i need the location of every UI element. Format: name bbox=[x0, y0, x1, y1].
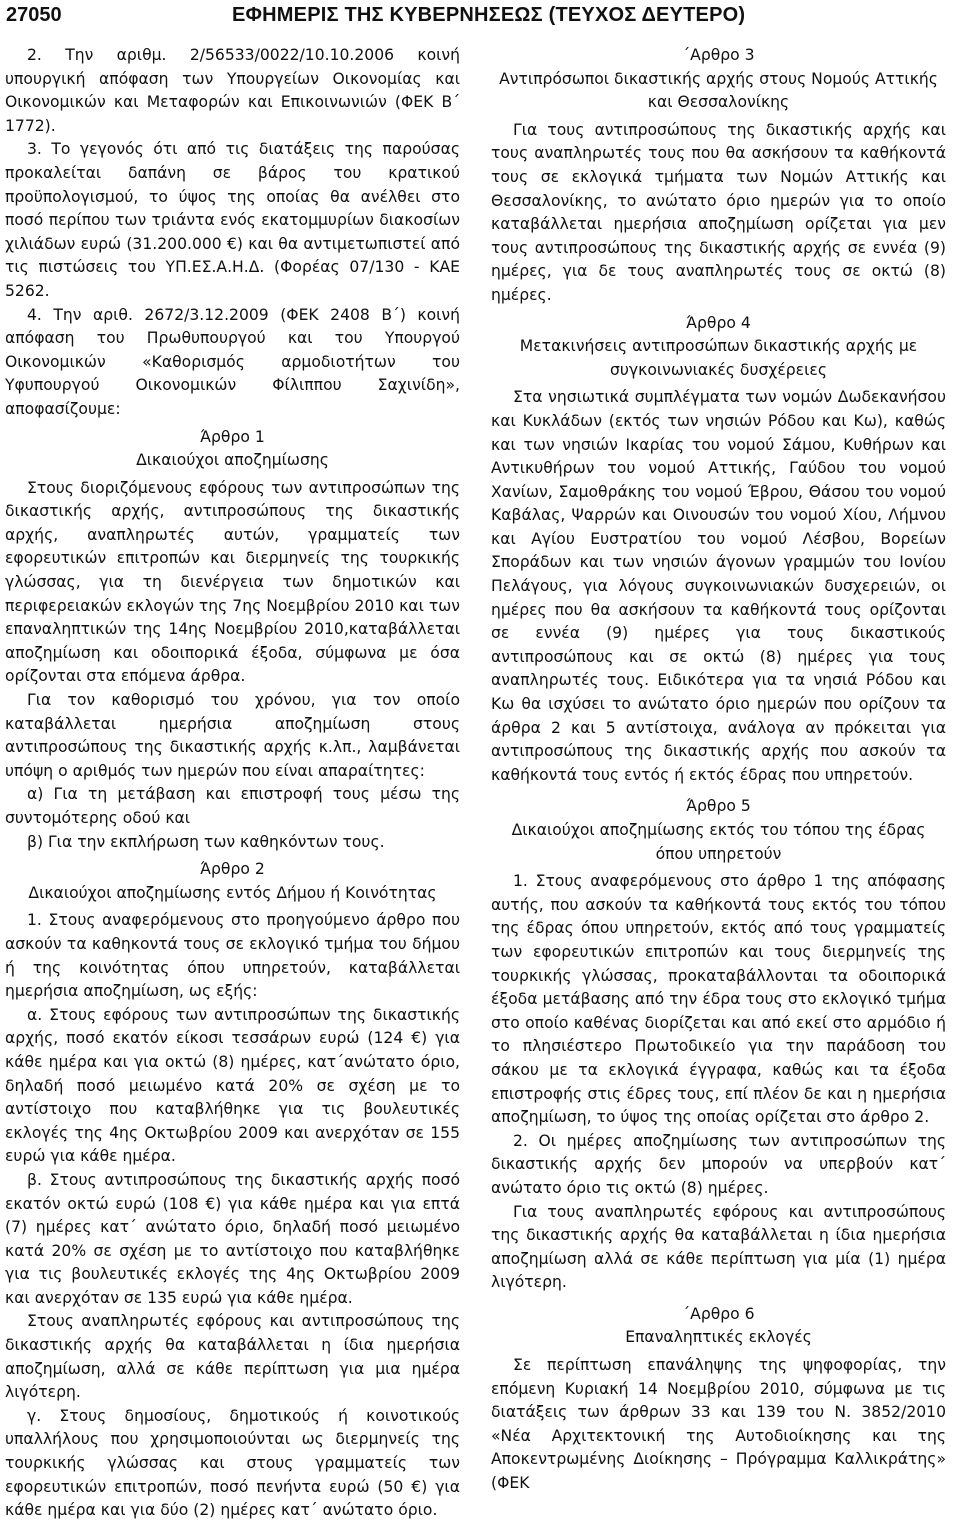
paragraph: α) Για τη μετάβαση και επιστροφή τους μέσω της συντομότερης οδού και bbox=[5, 785, 460, 827]
paragraph: 2. Την αριθμ. 2/56533/0022/10.10.2006 κοινή υπουργική απόφαση των Υπουργείων Οικονομίας και Οικονομικών και Μεταφορών και Επικοινωνιών (ΦΕΚ Β΄ 1772). bbox=[5, 46, 460, 135]
article-number: Άρθρο 5 bbox=[686, 797, 751, 816]
page-header bbox=[0, 0, 960, 40]
paragraph: 2. Οι ημέρες αποζημίωσης των αντιπροσώπων της δικαστικής αρχής δεν μπορούν να υπερβούν κατ΄ ανώτατο όριο τις οκτώ (8) ημέρες. bbox=[491, 1131, 946, 1197]
paragraph: γ. Στους δημοσίους, δημοτικούς ή κοινοτικούς υπαλλήλους που χρησιμοποιούνται ως διερμηνείς της τουρκικής γλώσσας και στους γραμματείς των εφορευτικών επιτροπών, ποσό πενήντα ευρώ (50 €) για κάθε ημέρα και για δύο (2) ημέρες κατ΄ ανώτατο όριο. bbox=[5, 1406, 460, 1520]
article-title: Μετακινήσεις αντιπροσώπων δικαστικής αρχής με συγκοινωνιακές δυσχέρειες bbox=[519, 337, 918, 379]
article-title: Δικαιούχοι αποζημίωσης εντός Δήμου ή Κοινότητας bbox=[28, 883, 437, 902]
paragraph: 4. Την αριθ. 2672/3.12.2009 (ΦΕΚ 2408 Β΄) κοινή απόφαση του Πρωθυπουργού και του Υπουργού Οικονομικών «Καθορισμός αρμοδιοτήτων του Υφυπουργού Οικονομικών Φίλιππου Σαχινίδη», αποφασίζουμε: bbox=[5, 305, 460, 418]
right-column bbox=[491, 44, 946, 1496]
gazette-title: ΕΦΗΜΕΡΙΣ ΤΗΣ ΚΥΒΕΡΝΗΣΕΩΣ (ΤΕΥΧΟΣ ΔΕΥΤΕΡΟ) bbox=[232, 4, 746, 26]
article-number: Άρθρο 2 bbox=[200, 860, 265, 879]
paragraph: Στα νησιωτικά συμπλέγματα των νομών Δωδεκανήσου και Κυκλάδων (εκτός των νησιών Ρόδου και Κω), καθώς και των νησιών Ικαρίας του νομού Σάμου, Κυθήρων και Αντικυθήρων του νομού Αττικής, Γαύδου του νομού Χανίων, Σαμοθράκης του νομού Έβρου, Θάσου του νομού Καβάλας, Ψαρρών και Οινουσών του νομού Χίου, Λήμνου και Αγίου Ευστρατίου του νομού Λέσβου, Βορείων Σποράδων και των νησιών άγονων γραμμών του Ιονίου Πελάγους, για λόγους συγκοινωνιακών δυσχερειών, οι ημέρες που θα ασκήσουν τα καθήκοντά τους ορίζονται σε εννέα (9) ημέρες για τους δικαστικούς αντιπροσώπους και σε οκτώ (8) ημέρες για τους αναπληρωτές τους. Ειδικότερα για τα νησιά Ρόδου και Κω θα ισχύσει το ανώτατο όριο ημερών που ορίζουν τα άρθρα 2 και 5 αντίστοιχα, ανάλογα αν πρόκειται για αντιπροσώπους της δικαστικής αρχής που ασκούν τα καθήκοντά τους εντός ή εκτός έδρας που υπηρετούν. bbox=[491, 388, 946, 784]
paragraph: α. Στους εφόρους των αντιπροσώπων της δικαστικής αρχής, ποσό εκατόν είκοσι τεσσάρων ευρώ (124 €) για κάθε ημέρα και για οκτώ (8) ημέρες, κατ΄ανώτατο όριο, δηλαδή ποσό μειωμένο κατά 20% σε σχέση με το αντίστοιχο που καταβλήθηκε για τις βουλευτικές εκλογές της 4ης Οκτωβρίου 2009 και ανερχόταν σε 155 ευρώ για κάθε ημέρα. bbox=[5, 1005, 460, 1166]
article-title: Επαναληπτικές εκλογές bbox=[625, 1328, 812, 1347]
paragraph: Σε περίπτωση επανάληψης της ψηφοφορίας, την επόμενη Κυριακή 14 Νοεμβρίου 2010, σύμφωνα με τις διατάξεις των άρθρων 33 και 139 του Ν. 3852/2010 «Νέα Αρχιτεκτονική της Αυτοδιοίκησης και της Αποκεντρωμένης Διοίκησης – Πρόγραμμα Καλλικράτης» (ΦΕΚ bbox=[491, 1356, 946, 1493]
paragraph: Για τον καθορισμό του χρόνου, για τον οποίο καταβάλλεται ημερήσια αποζημίωση στους αντιπροσώπους της δικαστικής αρχής κ.λπ., λαμβάνεται υπόψη ο αριθμός των ημερών που είναι απαραίτητες: bbox=[5, 691, 460, 780]
paragraph: β. Στους αντιπροσώπους της δικαστικής αρχής ποσό εκατόν οκτώ ευρώ (108 €) για κάθε ημέρα και για επτά (7) ημέρες κατ΄ ανώτατο όριο, δηλαδή ποσό μειωμένο κατά 20% σε σχέση με το αντίστοιχο που καταβλήθηκε για τις βουλευτικές εκλογές της 4ης Οκτωβρίου 2009 και ανερχόταν σε 135 ευρώ για κάθε ημέρα. bbox=[5, 1170, 460, 1307]
paragraph: β) Για την εκπλήρωση των καθηκόντων τους. bbox=[27, 832, 385, 851]
article-number: ΄Αρθρο 3 bbox=[682, 46, 755, 64]
paragraph: Στους αναπληρωτές εφόρους και αντιπροσώπους της δικαστικής αρχής θα καταβάλλεται η ίδια ημερήσια αποζημίωση, αλλά σε κάθε περίπτωση για μια ημέρα λιγότερη. bbox=[5, 1312, 460, 1402]
paragraph: Για τους αναπληρωτές εφόρους και αντιπροσώπους της δικαστικής αρχής θα καταβάλλεται η ίδια ημερήσια αποζημίωση αλλά σε κάθε περίπτωση για μία (1) ημέρα λιγότερη. bbox=[491, 1202, 946, 1292]
page-number: 27050 bbox=[6, 4, 62, 26]
article-title: Αντιπρόσωποι δικαστικής αρχής στους Νομούς Αττικής και Θεσσαλονίκης bbox=[499, 69, 938, 112]
paragraph: 1. Στους αναφερόμενους στο άρθρο 1 της απόφασης αυτής, που ασκούν τα καθήκοντά τους εκτός του τόπου της έδρας όπου υπηρετούν, εκτός από τους γραμματείς των εφορευτικών επιτροπών και τους διερμηνείς της τουρκικής γλώσσας, προκαταβάλλονται τα οδοιπορικά έξοδα μετάβασης από την έδρα τους στο εκλογικό τμήμα στο οποίο καθένας διορίζεται και από εκεί στο αρμόδιο ή το πλησιέστερο Πρωτοδικείο για την παράδοση του σάκου με τα εκλογικά έγγραφα, καθώς και τα έξοδα επιστροφής στις έδρες τους, επί πλέον δε και η ημερήσια αποζημίωση, το ύψος της οποίας ορίζεται στο άρθρο 2. bbox=[491, 872, 946, 1127]
article-number: Άρθρο 4 bbox=[686, 313, 751, 332]
paragraph: 3. Το γεγονός ότι από τις διατάξεις της παρούσας προκαλείται δαπάνη σε βάρος του κρατικού προϋπολογισμού, το ύψος της οποίας θα ανέλθει στο ποσό περίπου των τριάντα ενός εκατομμυρίων διακοσίων χιλιάδων ευρώ (31.200.000 €) και θα αντιμετωπιστεί από τις πιστώσεις του ΥΠ.ΕΣ.Α.Η.Δ. (Φορέας 07/130 ‑ ΚΑΕ 5262. bbox=[5, 140, 460, 300]
paragraph: Στους διοριζόμενους εφόρους των αντιπροσώπων της δικαστικής αρχής, αντιπροσώπους της δικαστικής αρχής, αναπληρωτές αυτών, γραμματείς των εφορευτικών επιτροπών και διερμηνείς της τουρκικής γλώσσας, για τη διενέργεια των δημοτικών και περιφερειακών εκλογών της 7ης Νοεμβρίου 2010 και των επαναληπτικών της 14ης Νοεμβρίου 2010,καταβάλλεται αποζημίωση και οδοιπορικά έξοδα, σύμφωνα με όσα ορίζονται στα επόμενα άρθρα. bbox=[5, 478, 460, 686]
article-title: Δικαιούχοι αποζημίωσης bbox=[136, 451, 329, 470]
article-number: ΄Αρθρο 6 bbox=[682, 1304, 755, 1323]
article-number: Άρθρο 1 bbox=[200, 427, 265, 446]
left-column bbox=[5, 44, 460, 1523]
paragraph: Για τους αντιπροσώπους της δικαστικής αρχής και τους αναπληρωτές τους που θα ασκήσουν τα καθήκοντά τους σε εκλογικά τμήματα των Νομών Αττικής και Θεσσαλονίκης, το ανώτατο όριο ημερών για το οποίο καταβάλλεται ημερήσια αποζημίωση ορίζεται για μεν τους αντιπροσώπους της δικαστικής αρχής σε εννέα (9) ημέρες, για δε τους αναπληρωτές τους σε οκτώ (8) ημέρες. bbox=[491, 120, 946, 304]
article-title: Δικαιούχοι αποζημίωσης εκτός του τόπου της έδρας όπου υπηρετούν bbox=[511, 821, 926, 863]
paragraph: 1. Στους αναφερόμενους στο προηγούμενο άρθρο που ασκούν τα καθηκοντά τους σε εκλογικό τμήμα του δήμου ή της κοινότητας όπου υπηρετούν, καταβάλλεται ημερήσια αποζημίωση, ως εξής: bbox=[5, 911, 460, 1001]
